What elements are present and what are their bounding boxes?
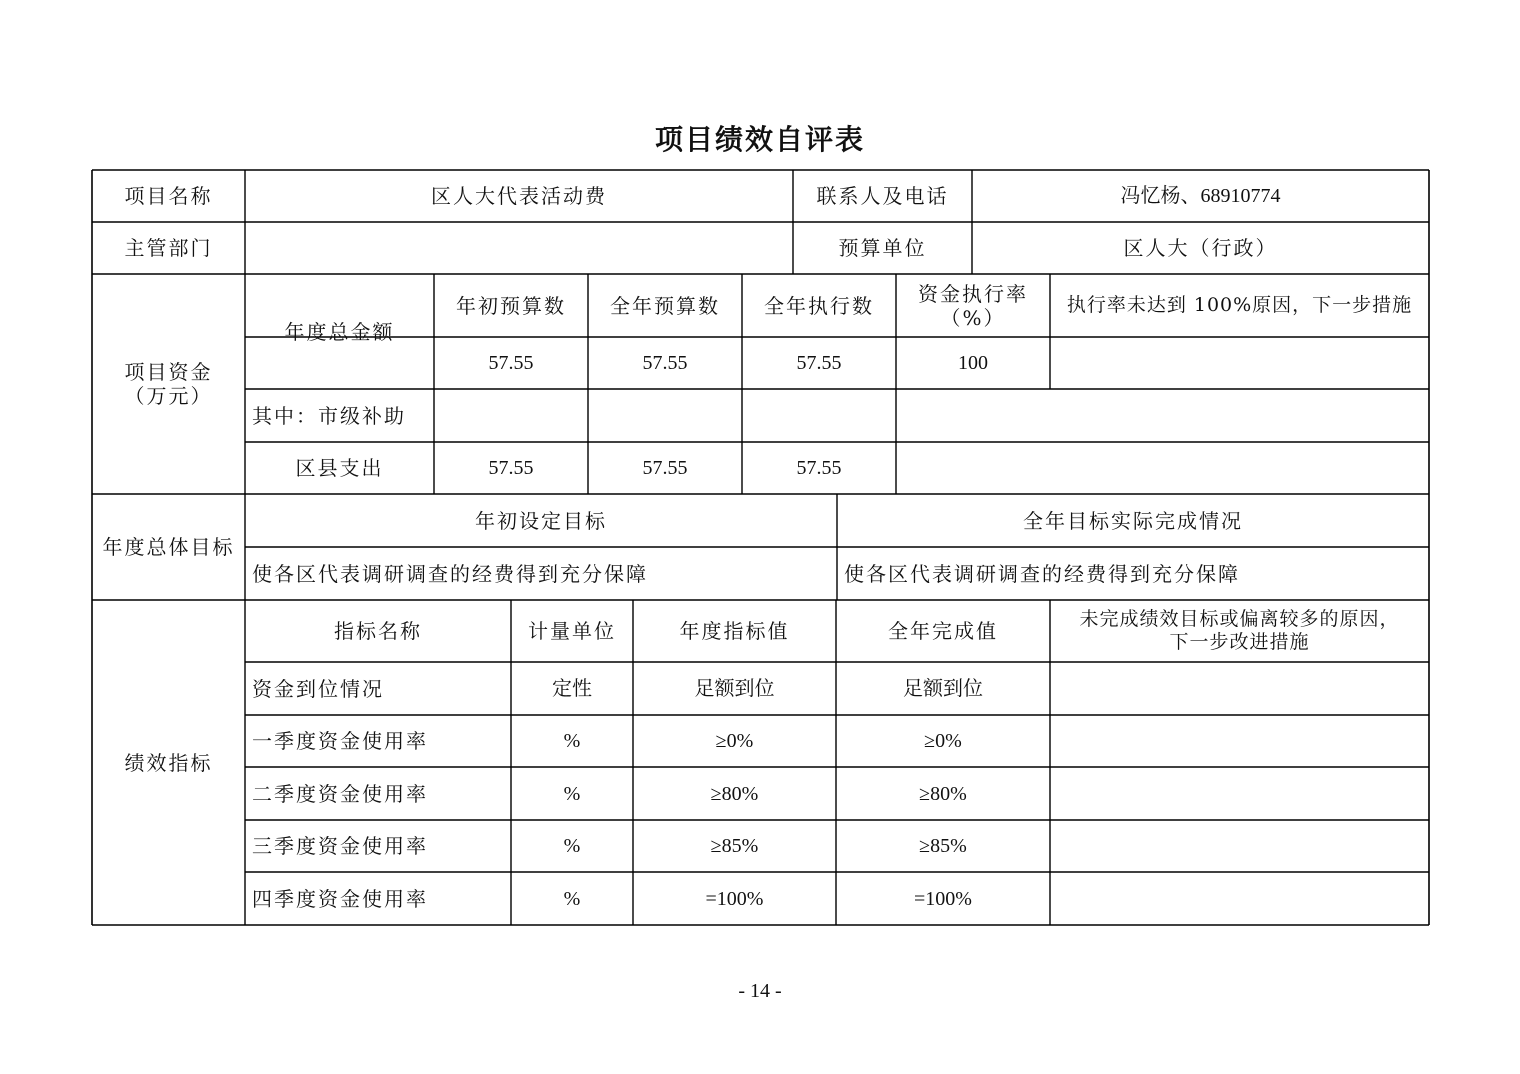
indicator-row-reason [1050, 715, 1429, 767]
indicator-row-actual: 足额到位 [903, 677, 983, 700]
col-full-year-budget: 全年预算数 [610, 293, 720, 318]
department-label: 主管部门 [124, 236, 213, 260]
indicator-row-target: =100% [705, 887, 764, 910]
project-name-label: 项目名称 [124, 184, 213, 208]
indicator-reason-header [1050, 600, 1429, 662]
indicator-reason-header-line: 下一步改进措施 [1169, 631, 1310, 653]
total-initial-value: 57.55 [488, 352, 534, 374]
indicator-row-unit: % [563, 782, 581, 805]
indicator-row-target: 足额到位 [694, 677, 775, 700]
indicator-reason-header-line: 未完成绩效目标或偏离较多的原因， [1079, 608, 1400, 630]
indicator-row-target: ≥0% [715, 730, 754, 752]
department-value [245, 222, 793, 274]
indicator-row-actual: =100% [914, 887, 972, 910]
project-name-value: 区人大代表活动费 [431, 184, 607, 208]
indicator-row-name: 二季度资金使用率 [252, 781, 428, 806]
contact-value: 冯忆杨、68910774 [1120, 185, 1281, 207]
annual-goals-label: 年度总体目标 [102, 535, 235, 559]
annual-total-label: 年度总金额 [284, 319, 395, 344]
total-full-value: 57.55 [642, 352, 688, 374]
indicator-name-header: 指标名称 [334, 619, 422, 643]
indicator-row-actual: ≥80% [919, 782, 967, 805]
indicator-row-target: ≥80% [710, 782, 759, 805]
indicator-actual-header: 全年完成值 [888, 619, 998, 643]
indicator-row-actual: ≥85% [919, 835, 967, 857]
indicator-row-reason [1050, 662, 1429, 715]
col-execution-rate [896, 274, 1050, 337]
indicator-row-unit: 定性 [552, 677, 592, 700]
indicator-row-unit: % [563, 835, 581, 857]
contact-label: 联系人及电话 [816, 184, 949, 208]
col-reason: 执行率未达到 100%原因，下一步措施 [1066, 294, 1413, 316]
project-funds-label [92, 274, 245, 494]
indicator-row-target: ≥85% [710, 835, 759, 857]
project-funds-label-line: （万元） [124, 384, 213, 408]
district-full-value: 57.55 [642, 457, 688, 479]
page-title: 项目绩效自评表 [654, 123, 865, 156]
col-initial-budget: 年初预算数 [456, 293, 566, 318]
goal-set-header: 年初设定目标 [475, 508, 607, 533]
goal-actual-value: 使各区代表调研调查的经费得到充分保障 [844, 561, 1240, 586]
district-initial-value: 57.55 [488, 457, 534, 479]
indicator-row-reason [1050, 767, 1429, 820]
indicator-row-name: 三季度资金使用率 [252, 834, 428, 858]
indicator-row-name: 四季度资金使用率 [252, 886, 428, 911]
city-subsidy-label: 其中：市级补助 [252, 403, 406, 428]
district-exec-value: 57.55 [796, 457, 842, 479]
page-number: - 14 - [738, 980, 782, 1002]
performance-indicators-label: 绩效指标 [124, 750, 213, 775]
indicator-row-name: 资金到位情况 [252, 676, 384, 701]
budget-unit-value: 区人大（行政） [1123, 236, 1278, 260]
indicator-row-unit: % [563, 887, 581, 910]
indicator-row-reason [1050, 820, 1429, 872]
district-expense-label: 区县支出 [295, 456, 384, 480]
budget-unit-label: 预算单位 [838, 236, 927, 260]
indicator-row-reason [1050, 872, 1429, 925]
col-execution: 全年执行数 [764, 293, 874, 318]
indicator-row-name: 一季度资金使用率 [252, 729, 428, 753]
indicator-target-header: 年度指标值 [679, 619, 790, 643]
project-funds-label-line: 项目资金 [124, 360, 213, 384]
goal-set-value: 使各区代表调研调查的经费得到充分保障 [252, 561, 648, 586]
indicator-row-actual: ≥0% [924, 730, 962, 752]
indicator-unit-header: 计量单位 [528, 619, 616, 643]
indicator-row-unit: % [563, 730, 581, 752]
goal-actual-header: 全年目标实际完成情况 [1023, 508, 1243, 533]
total-exec-value: 57.55 [796, 352, 842, 374]
col-execution-rate-line: 资金执行率 [918, 281, 1028, 306]
total-rate-value: 100 [958, 352, 988, 374]
col-execution-rate-line: （%） [940, 305, 1006, 330]
